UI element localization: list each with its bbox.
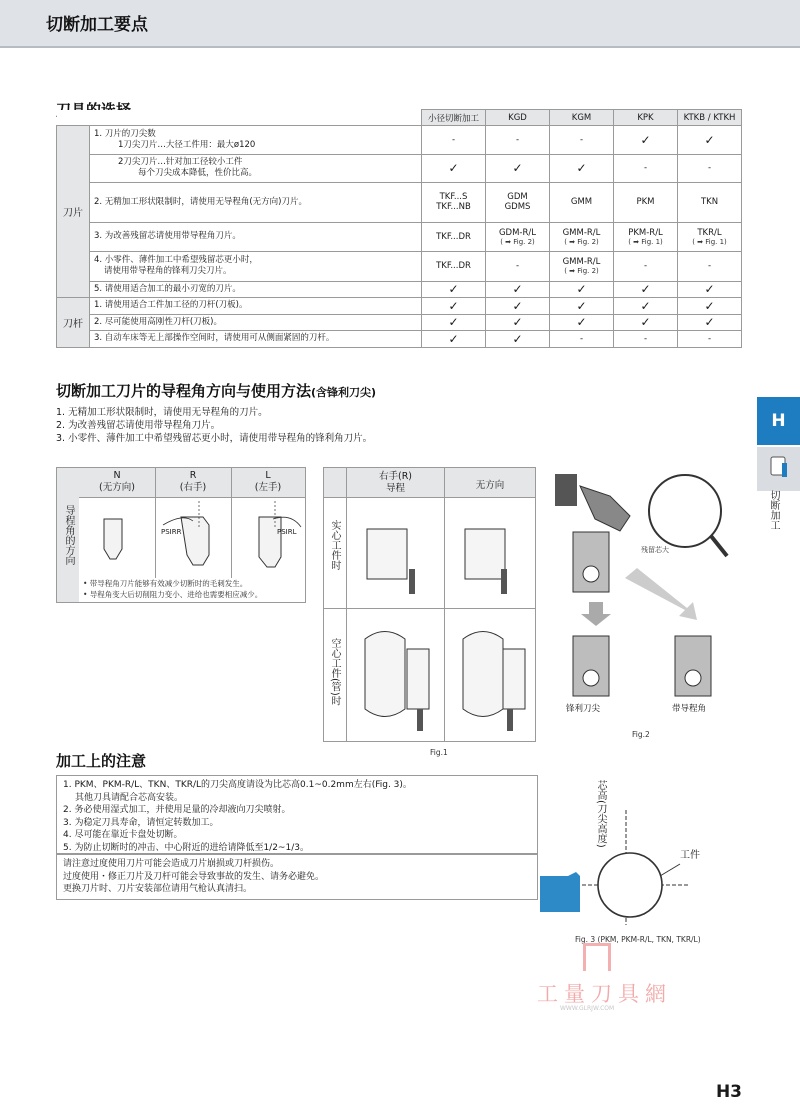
fig1-caption: Fig.1 bbox=[430, 748, 448, 757]
page-header bbox=[0, 0, 800, 46]
col-header: KGM bbox=[550, 110, 614, 126]
page-title: 切断加工要点 bbox=[46, 15, 148, 35]
insert-illustrations bbox=[79, 499, 305, 577]
col-header: KPK bbox=[614, 110, 678, 126]
category-holder: 刀杆 bbox=[57, 298, 90, 347]
precautions-heading: 加工上的注意 bbox=[56, 752, 147, 770]
residual-label: 残留芯大 bbox=[641, 546, 669, 554]
lead-direction-figure: 导程角的方向 N (无方向) R (右手) L (左手) PSIRR PSIRL • 带导程角刀片能够有效减少切断时的毛刺发生。 • 导程角变大后切削阻力变小、进给也需要相应减少。 bbox=[56, 467, 306, 603]
fig1-illustrations bbox=[347, 499, 535, 741]
direction-lines: 1. 无精加工形状限制时，请使用无导程角的刀片。 2. 为改善残留芯请使用带导程角刀片。 3. 小零件、薄件加工中希望残留芯更小时，请使用带导程角的锋利角刀片。 bbox=[56, 407, 373, 444]
warning-box: 请注意过度使用刀片可能会造成刀片崩损或刀杆损伤。 过度使用・修正刀片及刀杆可能会导致事故的发生、请务必避免。 更换刀片时、刀片安装部位请用气枪认真清扫。 bbox=[56, 854, 538, 900]
section-tab-h: H bbox=[757, 397, 800, 445]
col-header: KTKB / KTKH bbox=[678, 110, 742, 126]
fig2-illustration bbox=[545, 466, 735, 721]
section-tab-label: 切断加工 bbox=[768, 490, 779, 530]
page-number: H3 bbox=[715, 1082, 742, 1102]
workpiece-label: 工件 bbox=[680, 850, 700, 861]
fig1-panel: 右手(R) 导程 无方向 实心工件时 空心工件(管)时 bbox=[323, 467, 536, 742]
fig2-caption: Fig.2 bbox=[632, 730, 650, 739]
col-header: 小径切断加工 bbox=[422, 110, 486, 126]
table-row: 2. 尽可能使用高刚性刀杆(刀板)。 bbox=[90, 314, 422, 330]
tool-selection-table: 小径切断加工 KGD KGM KPK KTKB / KTKH 刀片 1. 刀片的刀尖数 1刀尖刀片…大径工件用：最大ø120 - - - ✓ ✓ 2刀尖刀片…针对加工径较小工件 每个刀尖成本降低，性价比高。 ✓ ✓ ✓ - - 2. 无精加工形状限制时，请使用无导程角(无方向)刀片。 TKF...S TKF...NB GDM GDMS GMM PKM TKN 3. 为改善残留芯请使用带导程角刀片。 TKF...DR GDM-R/L ( ➡ Fig. 2) GMM-R/L ( ➡ Fig. 2) PKM-R/L ( ➡ Fig. 1) TKR/L ( ➡ Fig. 1) 4. 小零件、薄件加工中希望残留芯更小时， 请使用带导程角的锋利刀尖刀片。 TKF...DR - GMM-R/L ( ➡ Fig. 2) - - 5. 请使用适合加工的最小刃宽的刀片。 ✓ ✓ ✓ ✓ ✓ 刀杆 1. 请使用适合工件加工径的刀杆(刀板)。 ✓ ✓ ✓ ✓ ✓ 2. 尽可能使用高刚性刀杆(刀板)。 ✓ ✓ ✓ ✓ ✓ 3. 自动车床等无上部操作空间时，请使用可从侧面紧固的刀杆。 ✓ ✓ - - - bbox=[56, 109, 742, 348]
category-insert: 刀片 bbox=[57, 126, 90, 298]
fig3-caption: Fig. 3 (PKM, PKM-R/L, TKN, TKR/L) bbox=[575, 935, 701, 944]
figure-notes: • 带导程角刀片能够有效减少切断时的毛刺发生。 • 导程角变大后切削阻力变小、进给也需要相应减少。 bbox=[83, 579, 263, 599]
direction-heading: 切断加工刀片的导程角方向与使用方法(含锋利刀尖) bbox=[56, 382, 377, 400]
header-rule bbox=[0, 46, 800, 48]
col-header: KGD bbox=[486, 110, 550, 126]
precautions-list: 1. PKM、PKM-R/L、TKN、TKR/L的刀尖高度请设为比芯高0.1~0.2mm左右(Fig. 3)。 其他刀具请配合芯高安装。 2. 务必使用湿式加工，并使用足量的冷却液向刀尖喷射。 3. 为稳定刀具寿命，请恒定转数加工。 4. 尽可能在靠近卡盘处切断。 5. 为防止切断时的冲击、中心附近的进给请降低至1/2~1/3。 bbox=[56, 775, 538, 854]
lead-label: 带导程角 bbox=[672, 704, 707, 714]
watermark-text: 工量刀具網 bbox=[537, 982, 672, 1006]
table-row: 3. 自动车床等无上部操作空间时，请使用可从侧面紧固的刀杆。 bbox=[90, 331, 422, 347]
cutoff-icon bbox=[757, 447, 800, 491]
table-row: 3. 为改善残留芯请使用带导程角刀片。 bbox=[90, 222, 422, 251]
sharp-label: 锋利刀尖 bbox=[566, 704, 601, 714]
watermark-logo-icon bbox=[583, 943, 611, 971]
table-row: 5. 请使用适合加工的最小刃宽的刀片。 bbox=[90, 281, 422, 297]
table-row: 2刀尖刀片…针对加工径较小工件 每个刀尖成本降低，性价比高。 bbox=[90, 155, 422, 183]
table-row: 2. 无精加工形状限制时，请使用无导程角(无方向)刀片。 bbox=[90, 182, 422, 222]
table-row: 4. 小零件、薄件加工中希望残留芯更小时， 请使用带导程角的锋利刀尖刀片。 bbox=[90, 251, 422, 281]
table-row: 1. 刀片的刀尖数 1刀尖刀片…大径工件用：最大ø120 bbox=[90, 126, 422, 155]
table-row: 1. 请使用适合工件加工径的刀杆(刀板)。 bbox=[90, 298, 422, 314]
watermark-url: WWW.GLRJW.COM bbox=[560, 1005, 615, 1012]
center-height-label: 芯高(刀尖高度) bbox=[595, 780, 606, 848]
